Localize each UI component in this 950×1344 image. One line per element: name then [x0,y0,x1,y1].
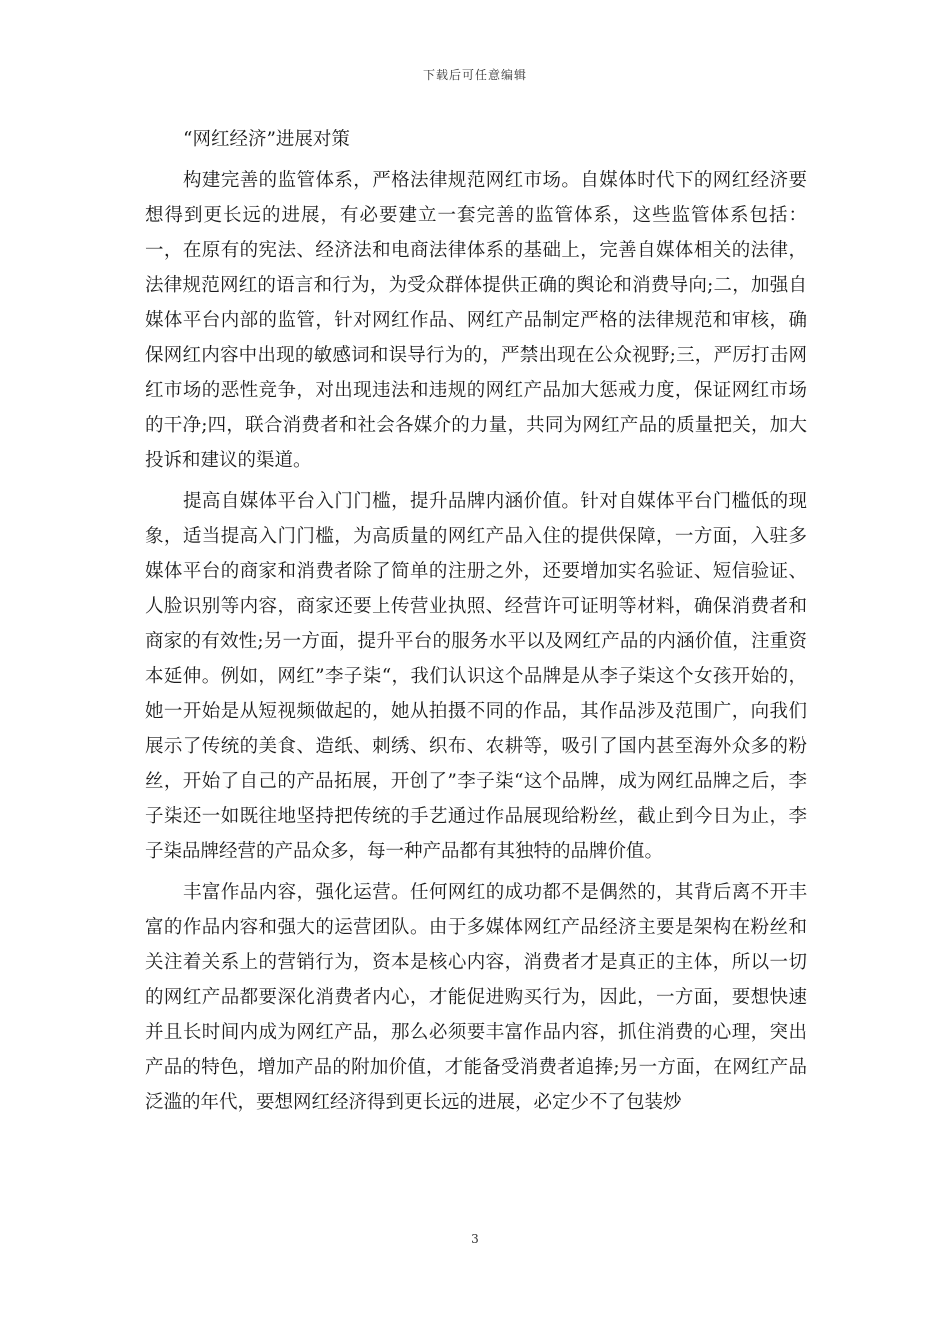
section-title: “网红经济”进展对策 [183,129,350,150]
page-header-note: 下载后可任意编辑 [422,68,527,82]
paragraph-content-operation: 丰富作品内容，强化运营。任何网红的成功都不是偶然的，其背后离不开丰富的作品内容和强大的运营团队。由于多媒体网红产品经济主要是架构在粉丝和关注着关系上的营销行为，资本是核心内容，消费者才是真正的主体，所以一切的网红产品都要深化消费者内心，才能促进购买行为，因此，一方面，要想快速并且长时间内成为网红产品，那么必须要丰富作品内容，抓住消费的心理，突出产品的特色，增加产品的附加价值，才能备受消费者追捧;另一方面，在网红产品泛滥的年代，要想网红经济得到更长远的进展，必定少不了包装炒 [145,882,807,1113]
document-body [145,122,807,1126]
paragraph-platform-threshold: 提高自媒体平台入门门槛，提升品牌内涵价值。针对自媒体平台门槛低的现象，适当提高入门门槛，为高质量的网红产品入住的提供保障，一方面，入驻多媒体平台的商家和消费者除了简单的注册之外，还要增加实名验证、短信验证、人脸识别等内容，商家还要上传营业执照、经营许可证明等材料，确保消费者和商家的有效性;另一方面，提升平台的服务水平以及网红产品的内涵价值，注重资本延伸。例如，网红”李子柒“，我们认识这个品牌是从李子柒这个女孩开始的，她一开始是从短视频做起的，她从拍摄不同的作品，其作品涉及范围广，向我们展示了传统的美食、造纸、刺绣、织布、农耕等，吸引了国内甚至海外众多的粉丝，开始了自己的产品拓展，开创了”李子柒“这个品牌，成为网红品牌之后，李子柒还一如既往地坚持把传统的手艺通过作品展现给粉丝，截止到今日为止，李子柒品牌经营的产品众多，每一种产品都有其独特的品牌价值。 [145,491,807,862]
paragraph-supervision: 构建完善的监管体系，严格法律规范网红市场。自媒体时代下的网红经济要想得到更长远的进展，有必要建立一套完善的监管体系，这些监管体系包括：一，在原有的宪法、经济法和电商法律体系的基础上，完善自媒体相关的法律，法律规范网红的语言和行为，为受众群体提供正确的舆论和消费导向;二，加强自媒体平台内部的监管，针对网红作品、网红产品制定严格的法律规范和审核，确保网红内容中出现的敏感词和误导行为的，严禁出现在公众视野;三，严厉打击网红市场的恶性竞争，对出现违法和违规的网红产品加大惩戒力度，保证网红市场的干净;四，联合消费者和社会各媒介的力量，共同为网红产品的质量把关，加大投诉和建议的渠道。 [145,170,807,471]
page-number: 3 [471,1232,479,1246]
